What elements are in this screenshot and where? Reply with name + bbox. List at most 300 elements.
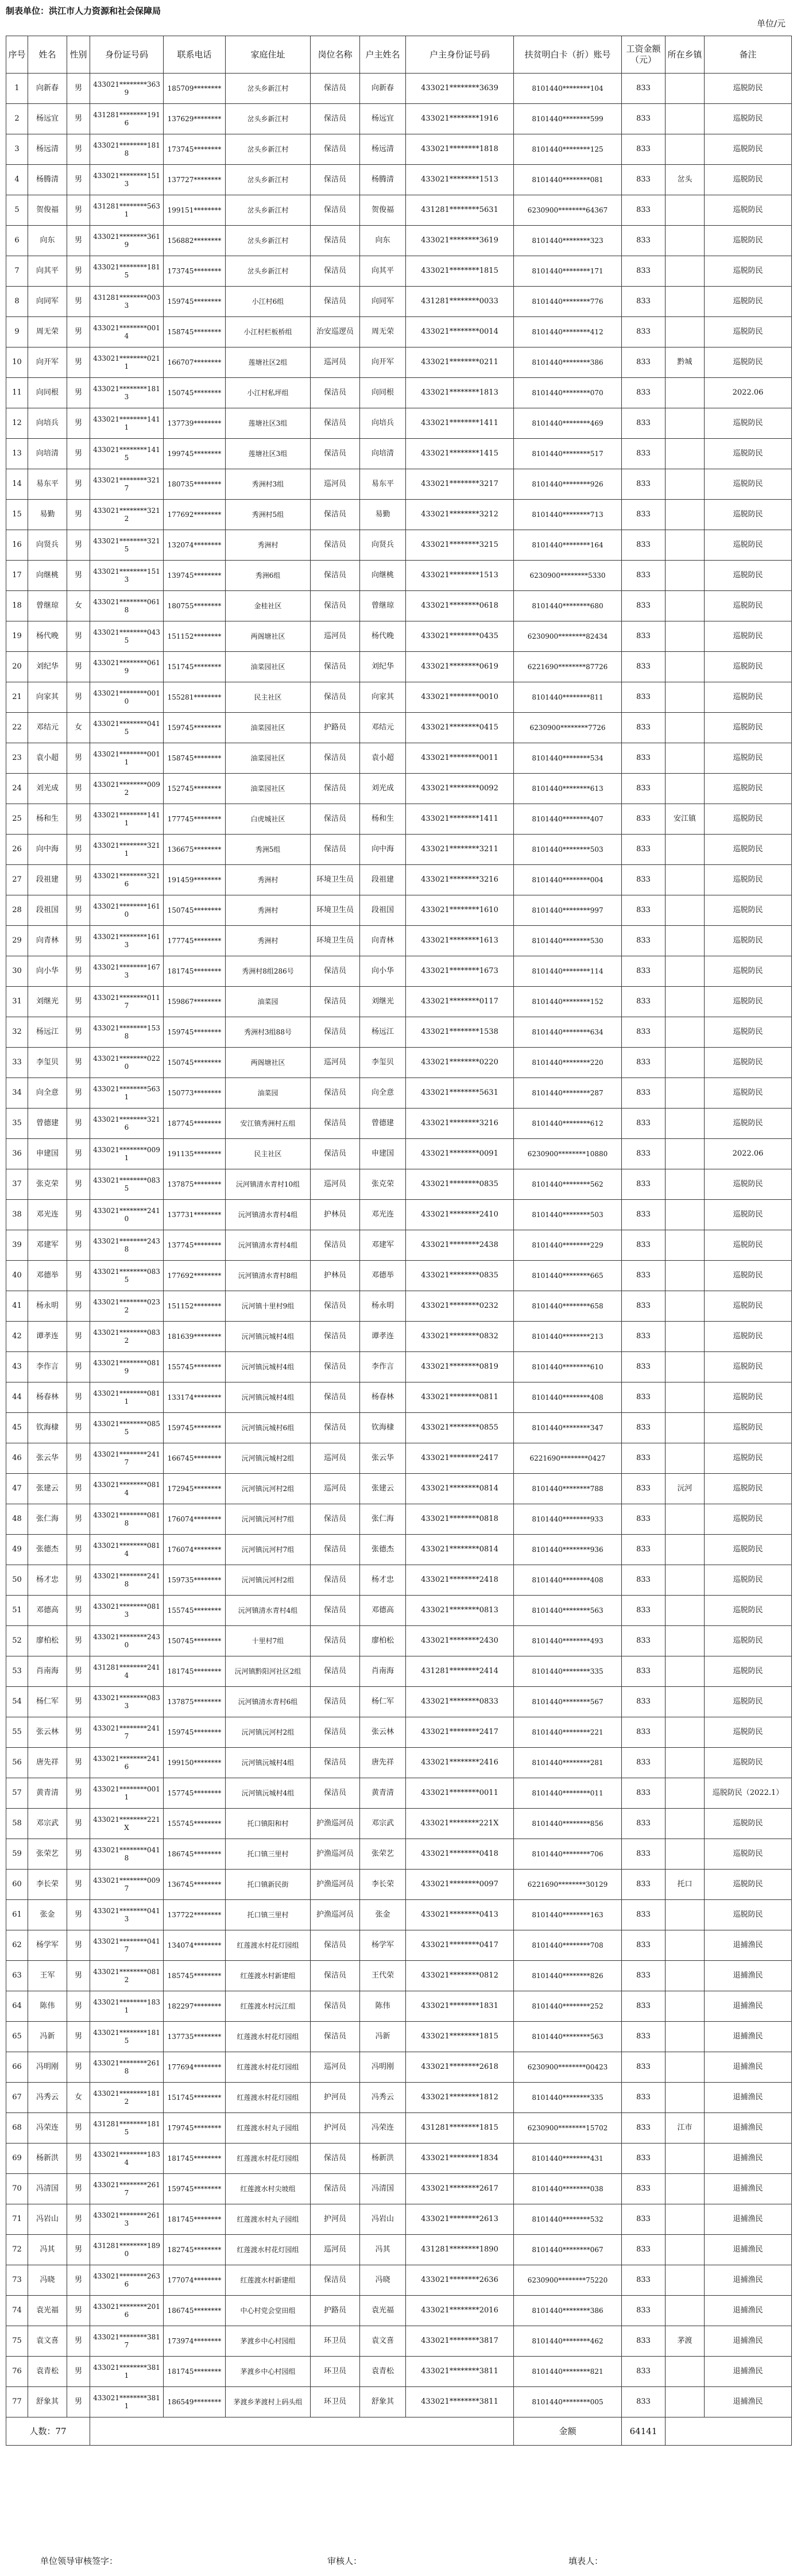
row-index: 43 <box>6 1352 28 1382</box>
township <box>666 1626 705 1656</box>
township <box>666 2387 705 2417</box>
worker-name: 刘纪华 <box>28 652 67 682</box>
head-id-number: 433021********0091 <box>406 1139 514 1169</box>
household-head: 张德杰 <box>360 1535 406 1565</box>
phone: 181639******** <box>164 1322 226 1352</box>
remark: 巡脱防民 <box>705 1839 792 1870</box>
gender: 男 <box>67 2296 90 2326</box>
address: 金桂社区 <box>226 591 311 621</box>
id-number: 433021********2416 <box>90 1748 164 1778</box>
wage-amount: 833 <box>622 956 666 987</box>
row-index: 11 <box>6 378 28 408</box>
remark: 巡脱防民 <box>705 774 792 804</box>
address: 红莲渡水村尖坡组 <box>226 2174 311 2204</box>
account-number: 8101440********070 <box>514 378 622 408</box>
wage-amount: 833 <box>622 804 666 835</box>
address: 红莲渡水村丸子园组 <box>226 2113 311 2144</box>
post-name: 护渔巡河员 <box>311 1870 360 1900</box>
head-id-number: 433021********0835 <box>406 1261 514 1291</box>
remark: 巡脱防民 <box>705 134 792 165</box>
remark: 巡脱防民 <box>705 1200 792 1230</box>
table-row <box>6 439 792 469</box>
address: 沅河镇沅河村2组 <box>226 1565 311 1596</box>
row-index: 5 <box>6 195 28 226</box>
total-spacer <box>90 2417 514 2446</box>
township <box>666 926 705 956</box>
worker-name: 杨远宜 <box>28 104 67 134</box>
unit-note: 单位/元 <box>756 18 786 29</box>
id-number: 433021********2418 <box>90 1565 164 1596</box>
gender: 男 <box>67 1535 90 1565</box>
remark: 巡脱防民 <box>705 530 792 561</box>
head-id-number: 433021********0011 <box>406 743 514 774</box>
worker-name: 段祖建 <box>28 865 67 895</box>
household-head: 杨腾清 <box>360 165 406 195</box>
worker-name: 袁文喜 <box>28 2326 67 2357</box>
remark: 巡脱防民 <box>705 652 792 682</box>
table-row <box>6 317 792 347</box>
wage-amount: 833 <box>622 2387 666 2417</box>
post-name: 保洁员 <box>311 561 360 591</box>
post-name: 保洁员 <box>311 1291 360 1322</box>
table-row <box>6 1017 792 1048</box>
wage-amount: 833 <box>622 408 666 439</box>
address: 岔头乡新江村 <box>226 195 311 226</box>
worker-name: 谭孝连 <box>28 1322 67 1352</box>
address: 沅河镇沅城村4组 <box>226 1778 311 1809</box>
head-id-number: 433021********0092 <box>406 774 514 804</box>
township <box>666 1656 705 1687</box>
remark: 巡脱防民 <box>705 1870 792 1900</box>
table-row <box>6 74 792 104</box>
household-head: 向小华 <box>360 956 406 987</box>
gender: 男 <box>67 2387 90 2417</box>
post-name: 巡河员 <box>311 2235 360 2265</box>
address: 岔头乡新江村 <box>226 104 311 134</box>
township <box>666 2296 705 2326</box>
post-name: 保洁员 <box>311 1930 360 1961</box>
worker-name: 杨和生 <box>28 804 67 835</box>
remark: 巡脱防民 <box>705 713 792 743</box>
remark: 退捕渔民 <box>705 1961 792 1991</box>
address: 岔头乡新江村 <box>226 165 311 195</box>
row-index: 46 <box>6 1443 28 1474</box>
gender: 男 <box>67 2174 90 2204</box>
row-index: 15 <box>6 500 28 530</box>
account-number: 8101440********517 <box>514 439 622 469</box>
township <box>666 500 705 530</box>
township <box>666 1930 705 1961</box>
post-name: 护林员 <box>311 1200 360 1230</box>
post-name: 保洁员 <box>311 956 360 987</box>
remark: 巡脱防民 <box>705 1717 792 1748</box>
post-name: 保洁员 <box>311 530 360 561</box>
household-head: 向同军 <box>360 287 406 317</box>
wage-amount: 833 <box>622 1291 666 1322</box>
head-id-number: 433021********3639 <box>406 74 514 104</box>
table-row <box>6 1900 792 1930</box>
phone: 176074******** <box>164 1535 226 1565</box>
gender: 男 <box>67 1169 90 1200</box>
post-name: 保洁员 <box>311 835 360 865</box>
township <box>666 2022 705 2052</box>
table-row <box>6 1961 792 1991</box>
head-id-number: 433021********1812 <box>406 2083 514 2113</box>
household-head: 冯荣连 <box>360 2113 406 2144</box>
worker-name: 杨代晚 <box>28 621 67 652</box>
phone: 166707******** <box>164 347 226 378</box>
post-name: 保洁员 <box>311 195 360 226</box>
row-index: 31 <box>6 987 28 1017</box>
address: 沅河镇清水青村4组 <box>226 1200 311 1230</box>
post-name: 保洁员 <box>311 408 360 439</box>
head-id-number: 433021********3215 <box>406 530 514 561</box>
table-row <box>6 621 792 652</box>
address: 沅河镇沅城村4组 <box>226 1382 311 1413</box>
worker-name: 刘光成 <box>28 774 67 804</box>
worker-name: 邓德举 <box>28 1261 67 1291</box>
table-row <box>6 561 792 591</box>
household-head: 向贤兵 <box>360 530 406 561</box>
household-head: 李长荣 <box>360 1870 406 1900</box>
phone: 199150******** <box>164 1748 226 1778</box>
wage-amount: 833 <box>622 195 666 226</box>
gender: 男 <box>67 561 90 591</box>
post-name: 保洁员 <box>311 2265 360 2296</box>
remark: 巡脱防民 <box>705 500 792 530</box>
remark: 退捕渔民 <box>705 2174 792 2204</box>
household-head: 冯秀云 <box>360 2083 406 2113</box>
account-number: 8101440********323 <box>514 226 622 256</box>
household-head: 冯清国 <box>360 2174 406 2204</box>
wage-amount: 833 <box>622 743 666 774</box>
account-number: 6221690********87726 <box>514 652 622 682</box>
row-index: 70 <box>6 2174 28 2204</box>
head-id-number: 433021********2417 <box>406 1443 514 1474</box>
remark: 巡脱防民 <box>705 74 792 104</box>
remark: 巡脱防民 <box>705 1900 792 1930</box>
township <box>666 835 705 865</box>
row-index: 67 <box>6 2083 28 2113</box>
account-number: 8101440********462 <box>514 2326 622 2357</box>
id-number: 433021********1813 <box>90 378 164 408</box>
row-index: 55 <box>6 1717 28 1748</box>
phone: 156882******** <box>164 226 226 256</box>
wage-amount: 833 <box>622 104 666 134</box>
account-number: 8101440********926 <box>514 469 622 500</box>
id-number: 433021********2410 <box>90 1200 164 1230</box>
remark: 巡脱防民 <box>705 561 792 591</box>
household-head: 钦海棣 <box>360 1413 406 1443</box>
township <box>666 195 705 226</box>
table-row <box>6 226 792 256</box>
phone: 187745******** <box>164 1109 226 1139</box>
head-id-number: 433021********2617 <box>406 2174 514 2204</box>
row-index: 3 <box>6 134 28 165</box>
wage-amount: 833 <box>622 165 666 195</box>
remark: 巡脱防民 <box>705 1809 792 1839</box>
wage-amount: 833 <box>622 1352 666 1382</box>
phone: 137722******** <box>164 1900 226 1930</box>
id-number: 433021********1415 <box>90 439 164 469</box>
post-name: 护渔巡河员 <box>311 1839 360 1870</box>
wage-amount: 833 <box>622 1443 666 1474</box>
phone: 150745******** <box>164 378 226 408</box>
head-id-number: 433021********3211 <box>406 835 514 865</box>
household-head: 向培清 <box>360 439 406 469</box>
household-head: 刘纪华 <box>360 652 406 682</box>
phone: 137739******** <box>164 408 226 439</box>
row-index: 49 <box>6 1535 28 1565</box>
township <box>666 652 705 682</box>
township <box>666 1991 705 2022</box>
worker-name: 向中海 <box>28 835 67 865</box>
row-index: 19 <box>6 621 28 652</box>
head-id-number: 433021********1411 <box>406 804 514 835</box>
remark: 巡脱防民 <box>705 956 792 987</box>
phone: 177694******** <box>164 2052 226 2083</box>
phone: 177745******** <box>164 804 226 835</box>
gender: 男 <box>67 2144 90 2174</box>
wage-amount: 833 <box>622 1900 666 1930</box>
id-number: 433021********0833 <box>90 1687 164 1717</box>
account-number: 8101440********004 <box>514 865 622 895</box>
phone: 151745******** <box>164 652 226 682</box>
id-number: 433021********1818 <box>90 134 164 165</box>
worker-name: 曾德建 <box>28 1109 67 1139</box>
household-head: 李玺贝 <box>360 1048 406 1078</box>
household-head: 向开军 <box>360 347 406 378</box>
worker-name: 向青林 <box>28 926 67 956</box>
col-header-name: 姓名 <box>28 36 67 74</box>
row-index: 7 <box>6 256 28 287</box>
gender: 男 <box>67 956 90 987</box>
worker-name: 向全意 <box>28 1078 67 1109</box>
head-id-number: 433021********3216 <box>406 1109 514 1139</box>
address: 民主社区 <box>226 682 311 713</box>
wage-amount: 833 <box>622 134 666 165</box>
address: 沅河镇清水青村4组 <box>226 1230 311 1261</box>
table-row <box>6 500 792 530</box>
reviewer-label: 审核人： <box>327 2556 362 2566</box>
remark: 巡脱防民 <box>705 1322 792 1352</box>
worker-name: 张云林 <box>28 1717 67 1748</box>
household-head: 冯晓 <box>360 2265 406 2296</box>
address: 沅河镇清水青村8组 <box>226 1261 311 1291</box>
post-name: 护河员 <box>311 2113 360 2144</box>
household-head: 肖南海 <box>360 1656 406 1687</box>
remark: 巡脱防民 <box>705 1261 792 1291</box>
worker-name: 李作言 <box>28 1352 67 1382</box>
phone: 132074******** <box>164 530 226 561</box>
account-number: 8101440********011 <box>514 1778 622 1809</box>
worker-name: 冯新 <box>28 2022 67 2052</box>
remark: 退捕渔民 <box>705 2052 792 2083</box>
table-row <box>6 256 792 287</box>
post-name: 巡河员 <box>311 469 360 500</box>
col-header-wage: 工资金额（元） <box>622 36 666 74</box>
address: 沅河镇十里村9组 <box>226 1291 311 1322</box>
gender: 男 <box>67 256 90 287</box>
address: 沅河镇沅城村4组 <box>226 1352 311 1382</box>
id-number: 431281********1916 <box>90 104 164 134</box>
township: 黔城 <box>666 347 705 378</box>
head-id-number: 433021********5631 <box>406 1078 514 1109</box>
post-name: 护林员 <box>311 1261 360 1291</box>
phone: 133174******** <box>164 1382 226 1413</box>
wage-amount: 833 <box>622 2235 666 2265</box>
table-body <box>6 74 792 2417</box>
post-name: 保洁员 <box>311 500 360 530</box>
phone: 137875******** <box>164 1169 226 1200</box>
wage-amount: 833 <box>622 500 666 530</box>
col-header-gender: 性别 <box>67 36 90 74</box>
table-row <box>6 104 792 134</box>
household-head: 杨春林 <box>360 1382 406 1413</box>
phone: 191135******** <box>164 1139 226 1169</box>
remark: 巡脱防民 <box>705 1078 792 1109</box>
account-number: 8101440********412 <box>514 317 622 347</box>
post-name: 保洁员 <box>311 774 360 804</box>
household-head: 杨远宜 <box>360 104 406 134</box>
id-number: 433021********1411 <box>90 408 164 439</box>
household-head: 杨永明 <box>360 1291 406 1322</box>
household-head: 向培兵 <box>360 408 406 439</box>
township <box>666 1078 705 1109</box>
head-id-number: 433021********0814 <box>406 1474 514 1504</box>
phone: 180735******** <box>164 469 226 500</box>
account-number: 6221690********0427 <box>514 1443 622 1474</box>
worker-name: 向同军 <box>28 287 67 317</box>
wage-amount: 833 <box>622 2357 666 2387</box>
post-name: 保洁员 <box>311 1656 360 1687</box>
worker-name: 陈伟 <box>28 1991 67 2022</box>
gender: 男 <box>67 1291 90 1322</box>
post-name: 保洁员 <box>311 1961 360 1991</box>
head-id-number: 433021********0211 <box>406 347 514 378</box>
account-number: 6230900********00423 <box>514 2052 622 2083</box>
phone: 173745******** <box>164 256 226 287</box>
wage-amount: 833 <box>622 1017 666 1048</box>
worker-name: 易东平 <box>28 469 67 500</box>
phone: 177692******** <box>164 500 226 530</box>
worker-name: 贺俊福 <box>28 195 67 226</box>
worker-name: 张仁海 <box>28 1504 67 1535</box>
township <box>666 1413 705 1443</box>
worker-name: 冯其 <box>28 2235 67 2265</box>
remark: 退捕渔民 <box>705 1991 792 2022</box>
head-id-number: 433021********0813 <box>406 1596 514 1626</box>
wage-amount: 833 <box>622 1809 666 1839</box>
address: 红莲渡水村沅江组 <box>226 1991 311 2022</box>
worker-name: 向家其 <box>28 682 67 713</box>
address: 茅渡乡中心村园组 <box>226 2326 311 2357</box>
remark: 巡脱防民 <box>705 1535 792 1565</box>
household-head: 杨仁军 <box>360 1687 406 1717</box>
address: 油菜园社区 <box>226 743 311 774</box>
phone: 186745******** <box>164 1839 226 1870</box>
account-number: 8101440********610 <box>514 1352 622 1382</box>
row-index: 18 <box>6 591 28 621</box>
id-number: 433021********1610 <box>90 895 164 926</box>
township <box>666 1565 705 1596</box>
household-head: 向其平 <box>360 256 406 287</box>
wage-amount: 833 <box>622 1961 666 1991</box>
address: 红莲渡水村花灯园组 <box>226 2083 311 2113</box>
township <box>666 1230 705 1261</box>
wage-amount: 833 <box>622 1778 666 1809</box>
worker-name: 杨腾清 <box>28 165 67 195</box>
account-number: 8101440********997 <box>514 895 622 926</box>
household-head: 廖柏松 <box>360 1626 406 1656</box>
remark: 退捕渔民 <box>705 2083 792 2113</box>
wage-amount: 833 <box>622 1048 666 1078</box>
table-row <box>6 2387 792 2417</box>
id-number: 433021********1513 <box>90 561 164 591</box>
table-row <box>6 895 792 926</box>
id-number: 433021********2617 <box>90 2174 164 2204</box>
head-id-number: 433021********1831 <box>406 1991 514 2022</box>
township <box>666 226 705 256</box>
wage-amount: 833 <box>622 226 666 256</box>
address: 红莲渡水村花灯园组 <box>226 2144 311 2174</box>
address: 托口镇阳和村 <box>226 1809 311 1839</box>
household-head: 冯岩山 <box>360 2204 406 2235</box>
remark: 巡脱防民 <box>705 1017 792 1048</box>
head-id-number: 433021********2410 <box>406 1200 514 1230</box>
head-id-number: 431281********2414 <box>406 1656 514 1687</box>
wage-amount: 833 <box>622 621 666 652</box>
household-head: 张克荣 <box>360 1169 406 1200</box>
phone: 199745******** <box>164 439 226 469</box>
gender: 男 <box>67 500 90 530</box>
worker-name: 段祖国 <box>28 895 67 926</box>
phone: 155745******** <box>164 1596 226 1626</box>
signature-footer <box>6 2550 791 2573</box>
post-name: 保洁员 <box>311 256 360 287</box>
address: 托口镇三里村 <box>226 1839 311 1870</box>
gender: 男 <box>67 895 90 926</box>
address: 红莲渡水村新建组 <box>226 2265 311 2296</box>
wage-amount: 833 <box>622 1991 666 2022</box>
col-header-household-head: 户主姓名 <box>360 36 406 74</box>
phone: 155745******** <box>164 1352 226 1382</box>
account-number: 8101440********856 <box>514 1809 622 1839</box>
head-id-number: 433021********0097 <box>406 1870 514 1900</box>
address: 油菜园 <box>226 987 311 1017</box>
address: 秀洲村 <box>226 865 311 895</box>
gender: 男 <box>67 287 90 317</box>
wage-amount: 833 <box>622 1535 666 1565</box>
account-number: 8101440********125 <box>514 134 622 165</box>
head-id-number: 431281********1890 <box>406 2235 514 2265</box>
row-index: 39 <box>6 1230 28 1261</box>
gender: 男 <box>67 1930 90 1961</box>
township <box>666 1169 705 1200</box>
table-row <box>6 1109 792 1139</box>
row-index: 53 <box>6 1656 28 1687</box>
gender: 男 <box>67 1900 90 1930</box>
id-number: 433021********3216 <box>90 865 164 895</box>
post-name: 保洁员 <box>311 652 360 682</box>
worker-name: 曾继琼 <box>28 591 67 621</box>
id-number: 433021********0855 <box>90 1413 164 1443</box>
post-name: 保洁员 <box>311 1078 360 1109</box>
gender: 男 <box>67 2113 90 2144</box>
head-id-number: 433021********0832 <box>406 1322 514 1352</box>
head-id-number: 433021********1613 <box>406 926 514 956</box>
worker-name: 杨远清 <box>28 134 67 165</box>
